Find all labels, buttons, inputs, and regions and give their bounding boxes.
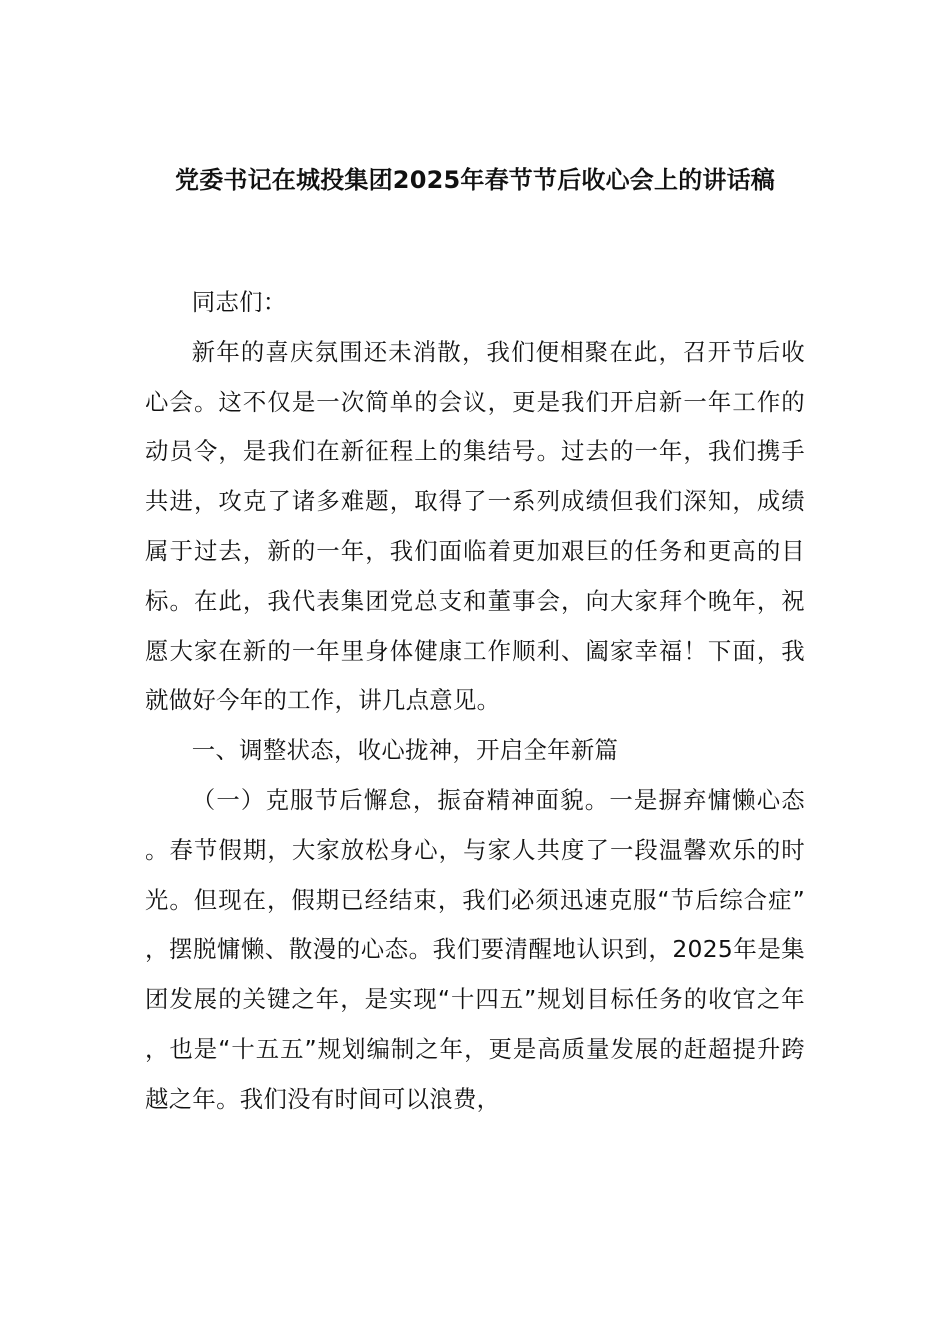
salutation-paragraph: 同志们： [191, 288, 287, 316]
opening-paragraph: 新年的喜庆氛围还未消散，我们便相聚在此，召开节后收心会。这不仅是一次简单的会议，更是我们开启新一年工作的动员令，是我们在新征程上的集结号。过去的一年，我们携手共进，攻克了诸多难题，取得了一系列成绩但我们深知，成绩属于过去，新的一年，我们面临着更加艰巨的任务和更高的目标。在此，我代表集团党总支和董事会，向大家拜个晚年，祝愿大家在新的一年里身体健康工作顺利、阖家幸福！下面，我就做好今年的工作，讲几点意见。 [145, 337, 805, 715]
subsection-paragraph: （一）克服节后懈怠，振奋精神面貌。一是摒弃慵懒心态。春节假期，大家放松身心，与家人共度了一段温馨欢乐的时光。但现在，假期已经结束，我们必须迅速克服“节后综合症”，摆脱慵懒、散漫的心态。我们要清醒地认识到，2025年是集团发展的关键之年，是实现“十四五”规划目标任务的收官之年，也是“十五五”规划编制之年，更是高质量发展的赶超提升跨越之年。我们没有时间可以浪费， [145, 785, 805, 1113]
document-body [145, 278, 805, 1125]
section-heading: 一、调整状态，收心拢神，开启全年新篇 [191, 736, 619, 765]
document-title: 党委书记在城投集团2025年春节节后收心会上的讲话稿 [175, 166, 775, 194]
